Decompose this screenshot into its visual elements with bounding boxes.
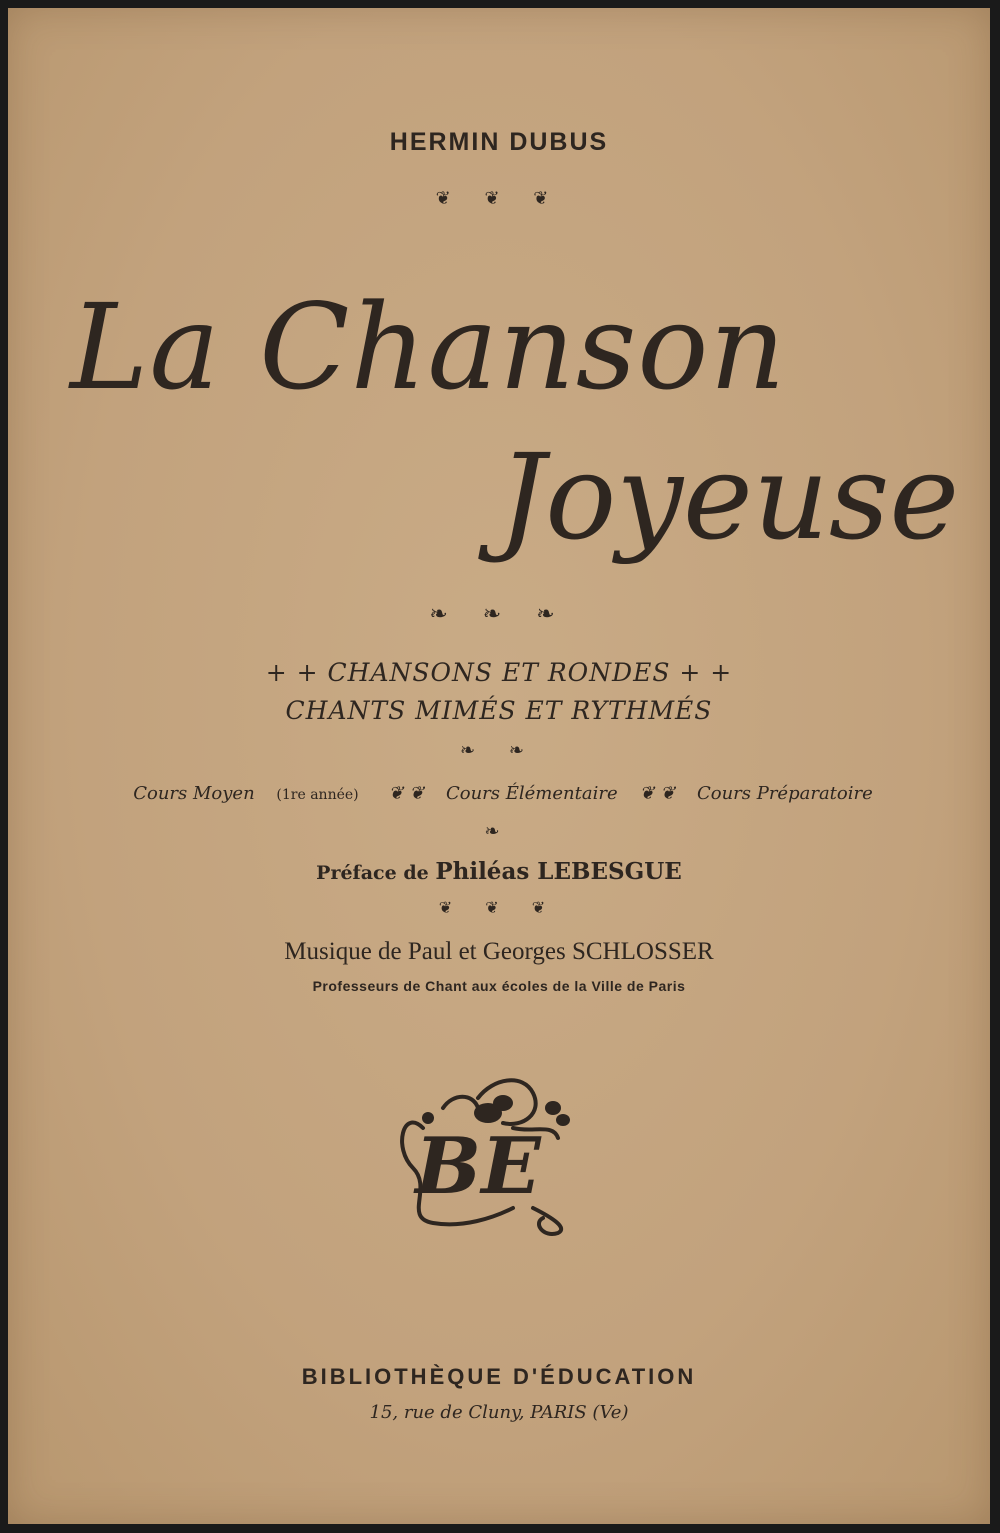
emblem-letters: BE <box>415 1121 541 1212</box>
publisher-name: BIBLIOTHÈQUE D'ÉDUCATION <box>301 1364 697 1389</box>
book-cover <box>8 8 990 1524</box>
ornament-divider: ❧ <box>484 821 514 842</box>
ornament-divider: ❦ ❦ ❦ <box>435 188 563 209</box>
author-name: HERMIN DUBUS <box>389 128 609 156</box>
course-elementaire: Cours Élémentaire <box>445 783 618 804</box>
ornament-divider: ❦ ❦ ❦ <box>438 898 560 917</box>
course-moyen-note: (1re année) <box>276 787 359 803</box>
music-credit: Musique de Paul et Georges SCHLOSSER <box>284 938 714 965</box>
course-moyen <box>125 783 366 804</box>
course-separator: ❦ ❦ <box>639 783 676 804</box>
preface-credit <box>8 858 990 885</box>
course-moyen-label: Cours Moyen <box>133 783 255 804</box>
title-line-2: Joyeuse <box>498 428 960 566</box>
subtitle-line-2: CHANTS MIMÉS ET RYTHMÉS <box>285 696 713 725</box>
publisher-address: 15, rue de Cluny, PARIS (Ve) <box>369 1402 629 1423</box>
ornament-divider: ❧ ❧ <box>460 740 538 761</box>
ornament-divider: ❧ ❧ ❧ <box>429 602 569 627</box>
composers-title: Professeurs de Chant aux écoles de la Ville de Paris <box>312 978 686 994</box>
course-separator: ❦ ❦ <box>388 783 425 804</box>
title-line-1: La Chanson <box>70 278 787 416</box>
preface-author: Philéas LEBESGUE <box>435 858 682 885</box>
subtitle-line-1: + + CHANSONS ET RONDES + + <box>265 658 733 687</box>
preface-prefix: Préface de <box>316 862 429 884</box>
course-preparatoire: Cours Préparatoire <box>696 783 873 804</box>
publisher-emblem-icon <box>383 1068 583 1238</box>
course-levels <box>8 783 990 804</box>
